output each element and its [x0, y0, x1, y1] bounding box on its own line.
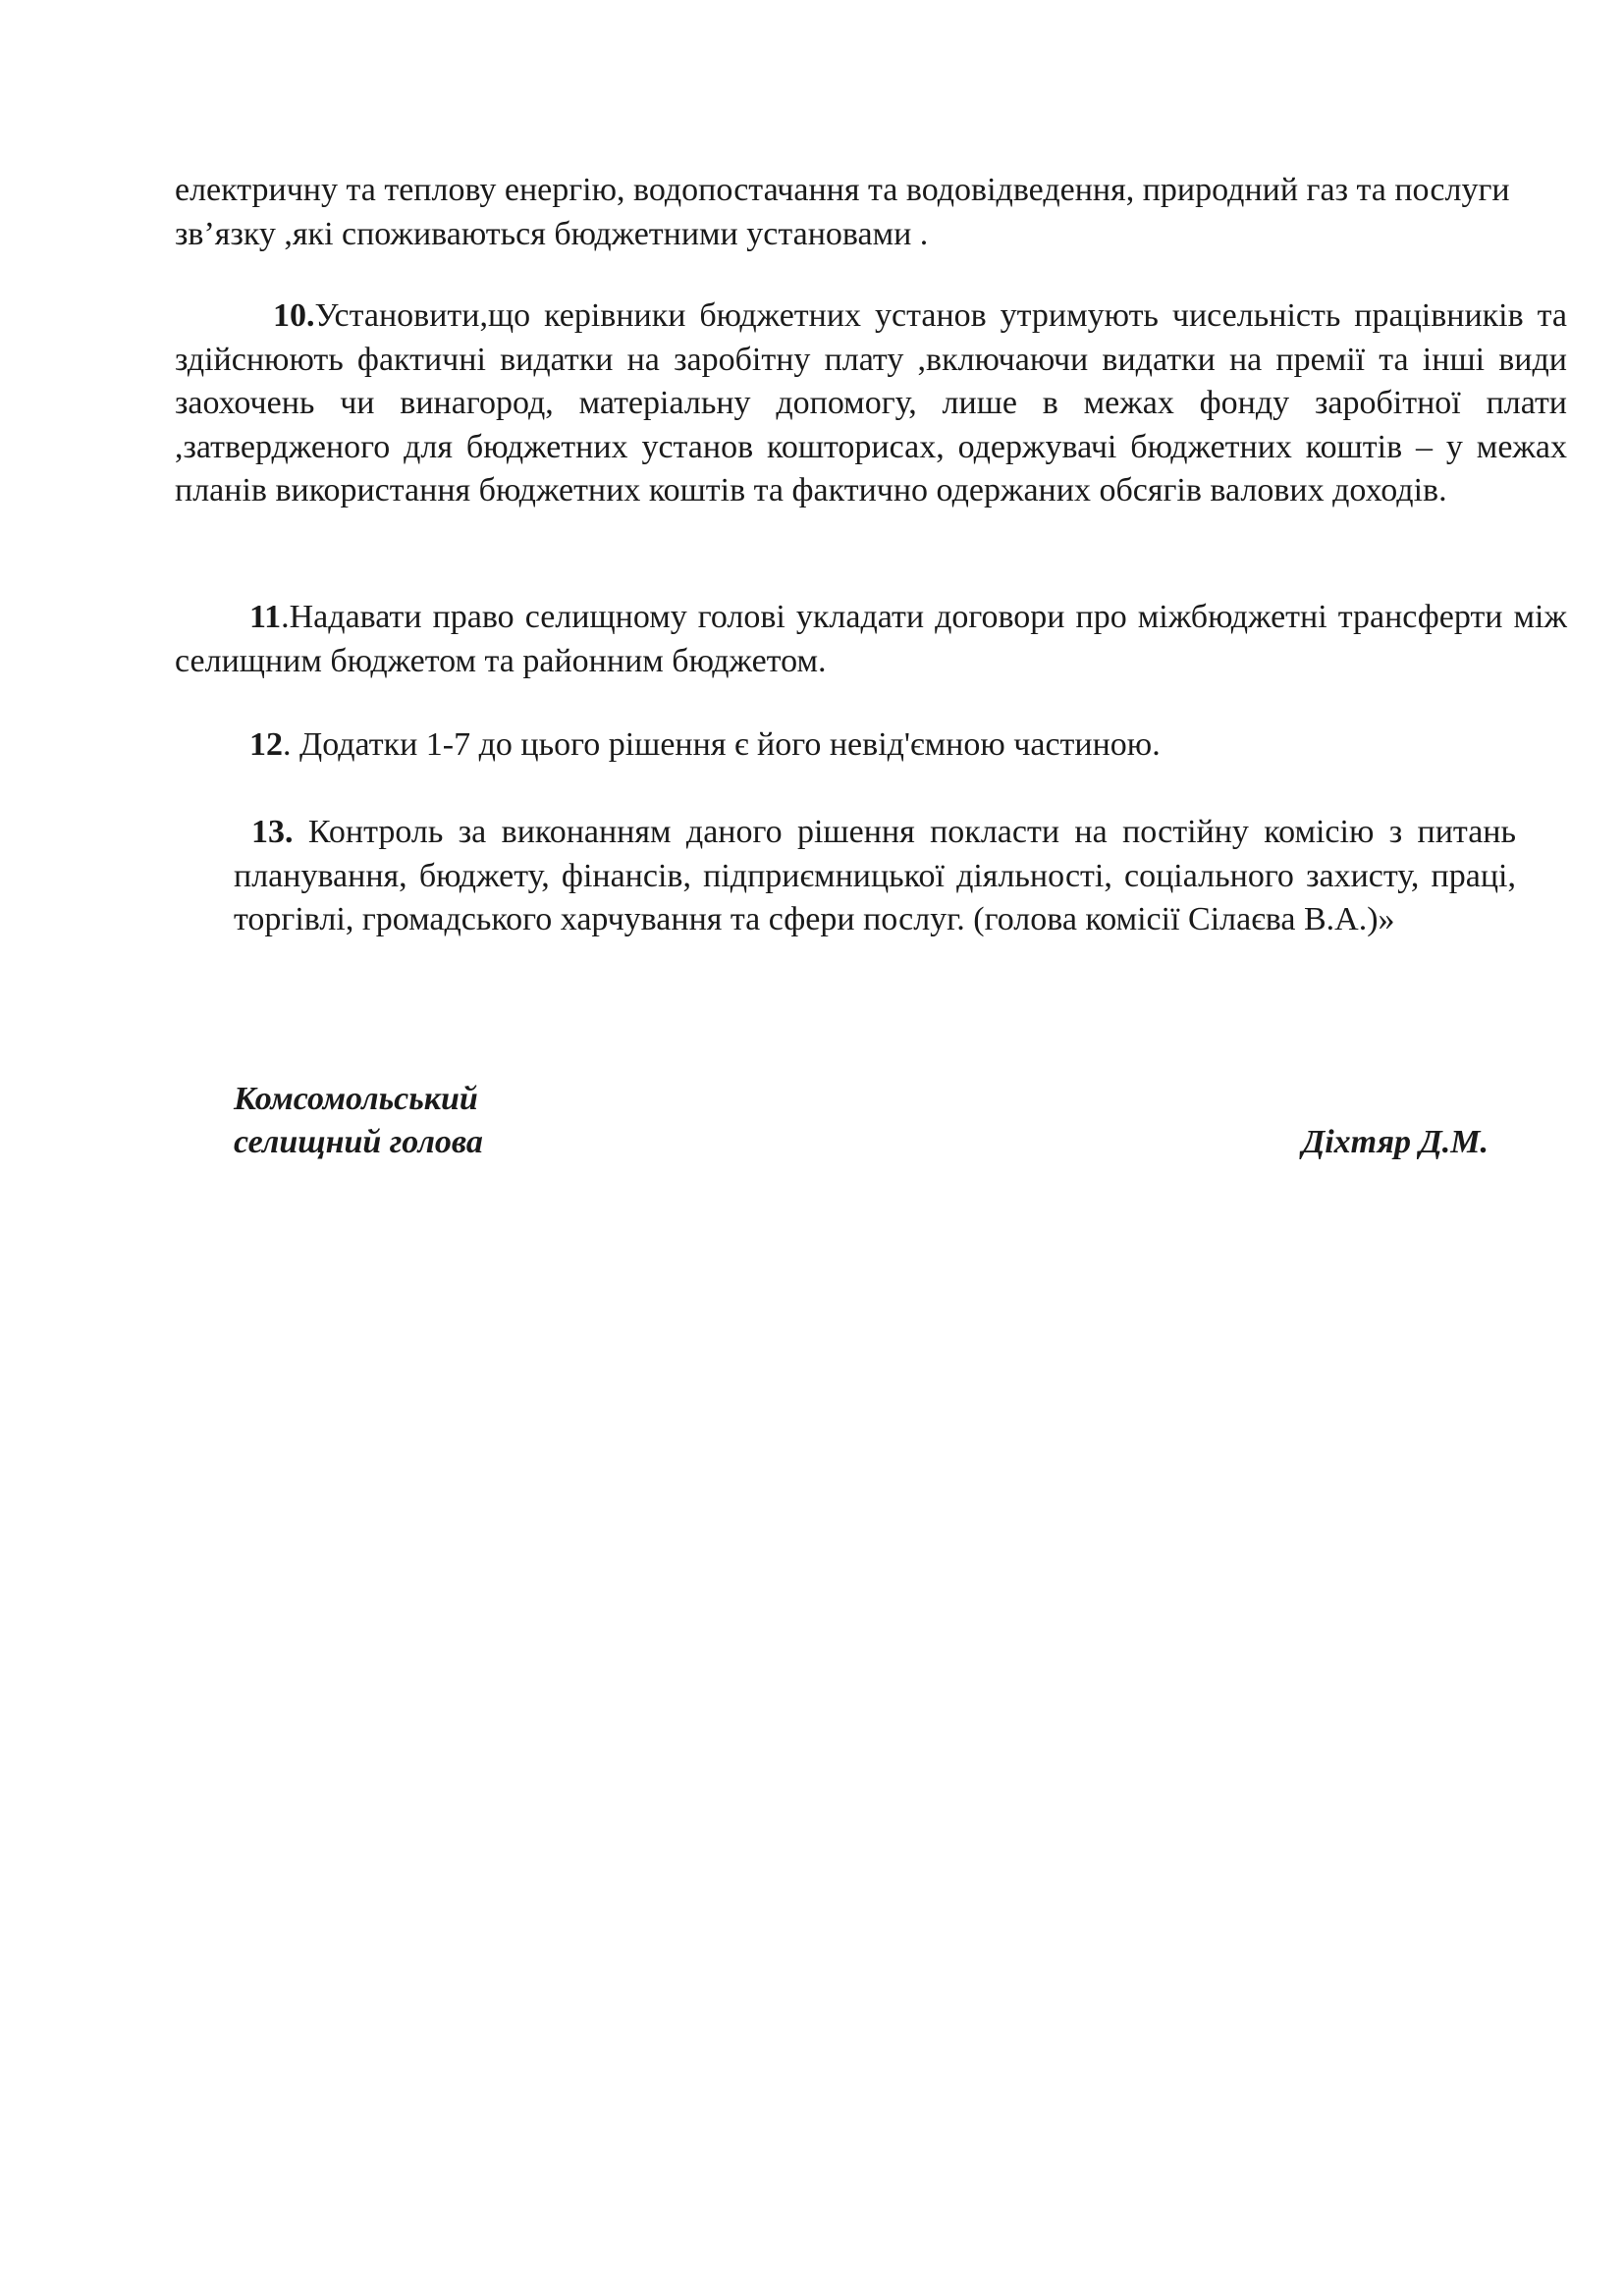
signature-title-line2: селищний голова [234, 1124, 483, 1160]
item-number: 10. [273, 297, 315, 334]
item-11 [175, 596, 1567, 683]
item-number: 12 [249, 726, 283, 763]
signature-block [234, 1078, 1500, 1164]
item-10 [175, 294, 1567, 513]
continued-paragraph: електричну та теплову енергію, водопостачання та водовідведення, природний газ та послуги зв’язку ,які споживаються бюджетними установами . [175, 172, 1510, 252]
signature-title-line1: Комсомольський [234, 1081, 478, 1117]
item-text: Установити,що керівники бюджетних установ утримують чисельність працівників та здійснюють фактичні видатки на заробітну плату ,включаючи видатки на премії та інші види заохочень чи винагород, матеріальну допомогу, лише в межах фонду заробітної плати ,затвердженого для бюджетних установ кошторисах, одержувачі бюджетних коштів – у межах планів використання бюджетних коштів та фактично одержаних обсягів валових доходів. [175, 297, 1567, 508]
item-text: .Надавати право селищному голові укладати договори про міжбюджетні трансферти між селищним бюджетом та районним бюджетом. [175, 599, 1567, 679]
item-12 [175, 723, 1567, 768]
item-number: 11 [249, 599, 282, 635]
item-text: . Додатки 1-7 до цього рішення є його невід'ємною частиною. [283, 726, 1161, 763]
item-13 [234, 811, 1516, 942]
item-text: Контроль за виконанням даного рішення покласти на постійну комісію з питань планування, бюджету, фінансів, підприємницької діяльності, соціального захисту, праці, торгівлі, громадського харчування та сфери послуг. (голова комісії Сілаєва В.А.)» [234, 814, 1516, 937]
item-number: 13. [251, 814, 294, 850]
signature-name: Діхтяр Д.М. [1301, 1124, 1489, 1160]
